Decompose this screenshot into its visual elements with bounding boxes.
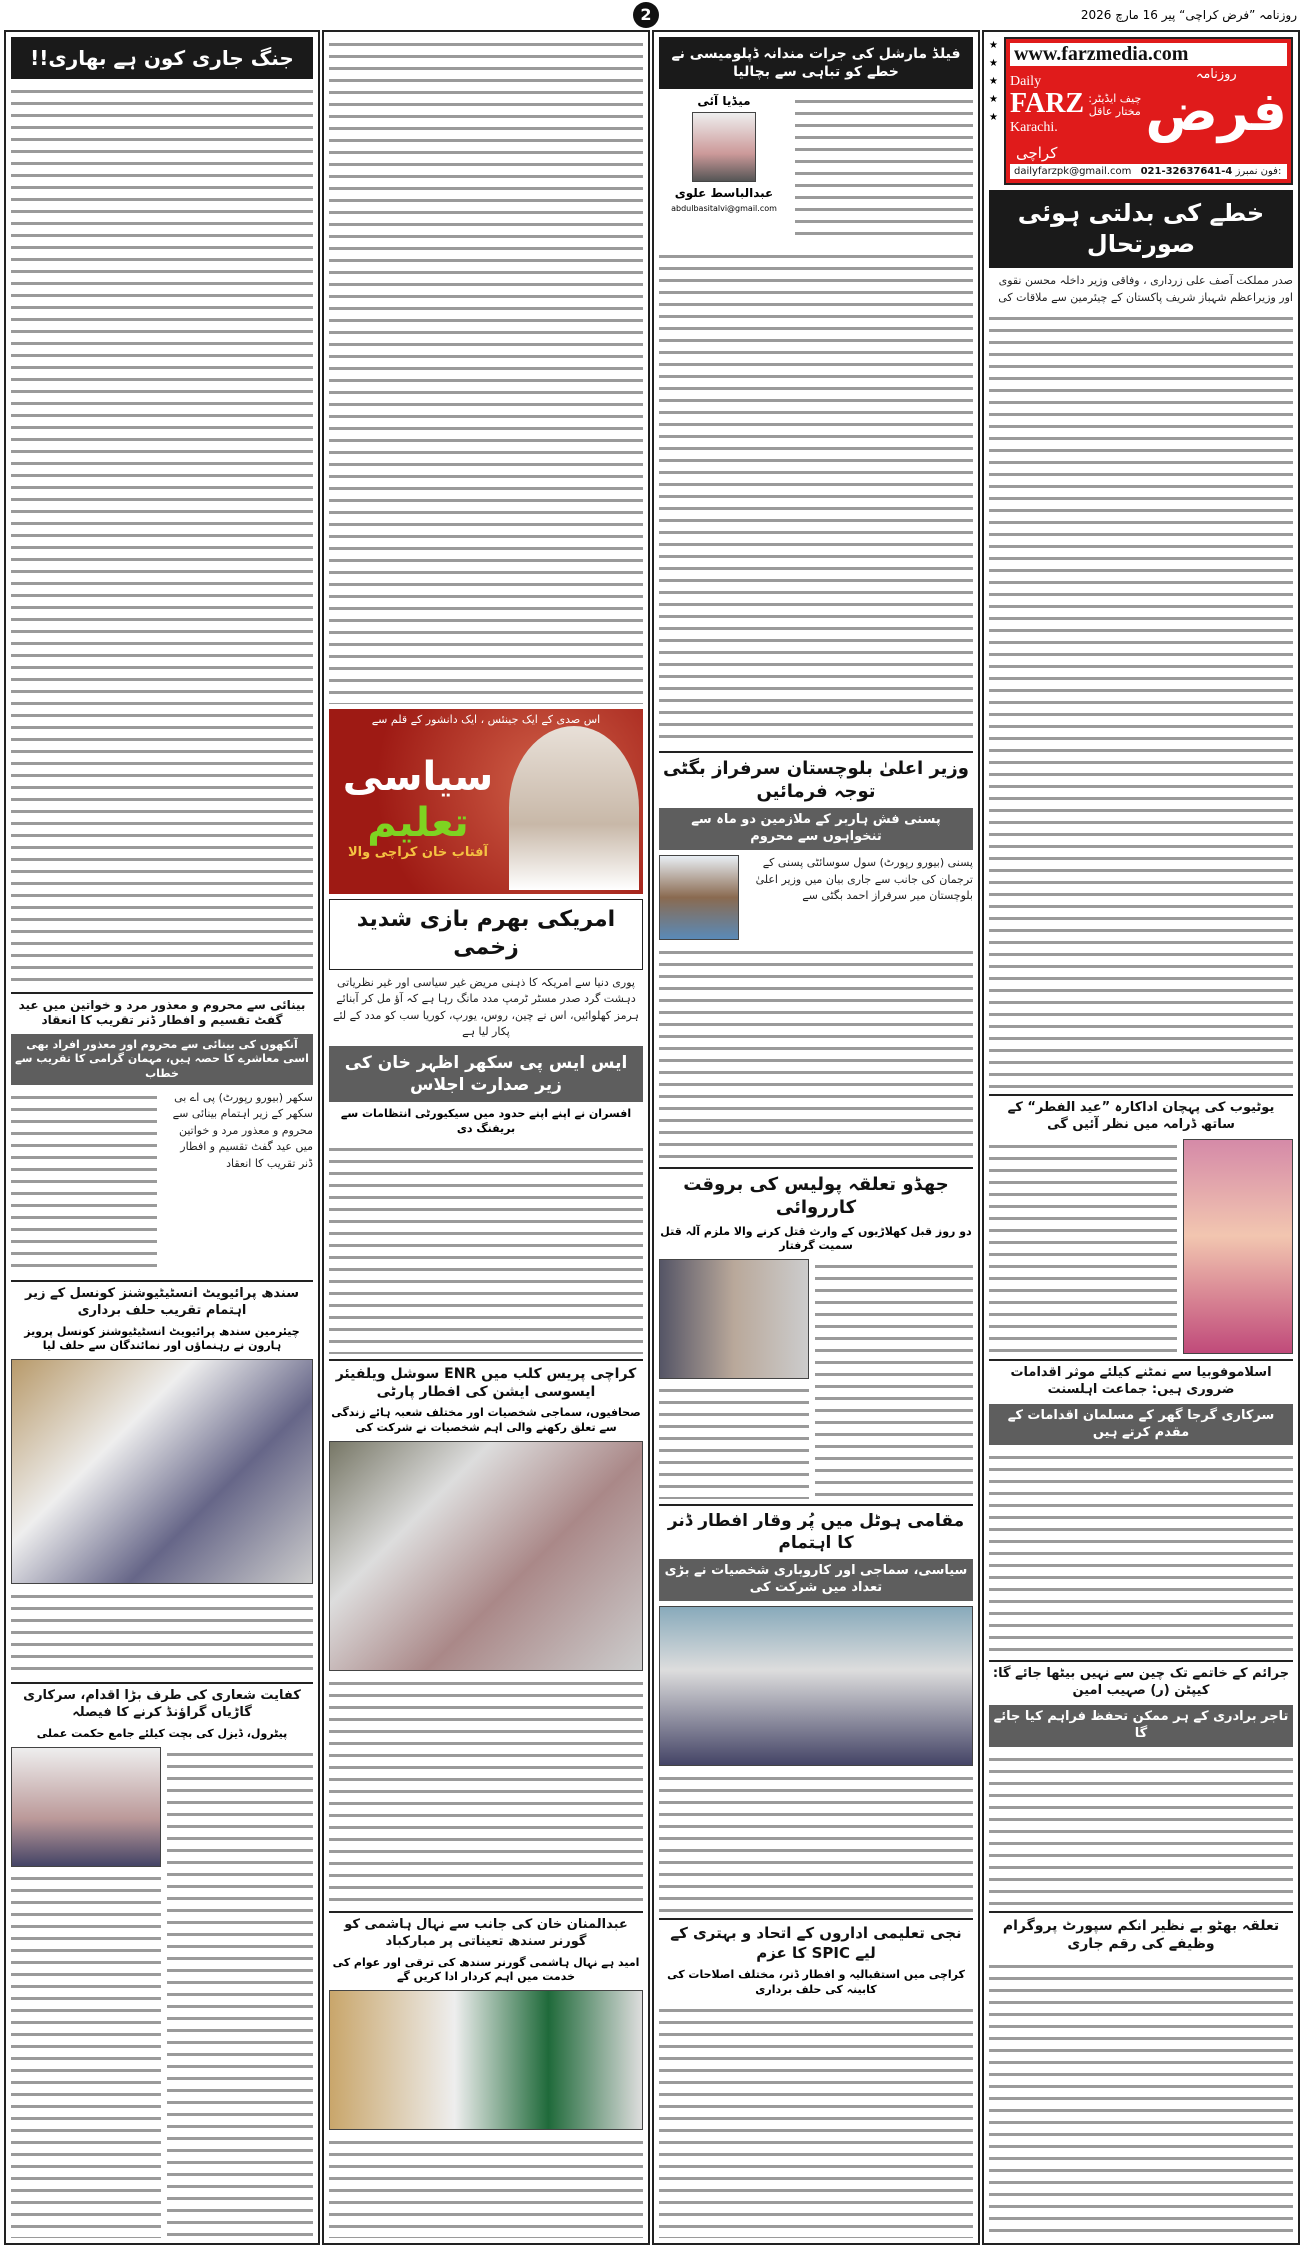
- nehal-hashmi-photo: [329, 1990, 643, 2130]
- story3-body: [329, 1676, 643, 1906]
- story4-body: [329, 2135, 643, 2238]
- phone: 021-32637641-4: [1140, 165, 1233, 177]
- headline-spic-oath: سندھ پرائیویٹ انسٹیٹیوشنز کونسل کے زیر اہتمام تقریب حلف برداری: [11, 1280, 313, 1320]
- column-body: [11, 84, 313, 987]
- website[interactable]: www.farzmedia.com: [1010, 43, 1287, 66]
- story2-body: [815, 1259, 973, 1499]
- email[interactable]: dailyfarzpk@gmail.com: [1013, 165, 1132, 177]
- column-title: فیلڈ مارشل کی جرات مندانہ ڈپلومیسی نے خطے کو تباہی سے بچالیا: [659, 37, 973, 89]
- story1-text: پوری دنیا سے امریکہ کا ذہنی مریض غیر سیاسی اور غیر نظریاتی دہشت گرد صدر مسٹر ٹرمپ مدد مانگ رہا ہے کہ آؤ مل کر آبنائے ہرمز کھلوائیں، اس نے چین، روس، یورپ، کوریا سب کو مدد کے لئے پکار لیا ہے: [333, 975, 639, 1039]
- official-photo: [11, 1747, 161, 1867]
- farz-logo-en: FARZ: [1009, 88, 1085, 120]
- dateline: روزنامہ ”فرض کراچی“ پیر 16 مارچ 2026: [1080, 8, 1297, 22]
- story2-body: [329, 1142, 643, 1354]
- headline-enr-iftar: کراچی پریس کلب میں ENR سوشل ویلفیئر ایسوسی ایشن کی افطار پارٹی: [329, 1359, 643, 1401]
- chief-editor-label: چیف ایڈیٹر:: [1088, 91, 1142, 105]
- editorial-lead: صدر مملکت آصف علی زرداری ، وفاقی وزیر داخلہ محسن نقوی اور وزیراعظم شہباز شریف پاکستان کے چیئرمین سے ملاقات کی: [998, 274, 1293, 304]
- subhead-austerity: پیٹرول، ڈیزل کی بچت کیلئے جامع حکمت عملی: [36, 1727, 288, 1741]
- stars-icon: ★ ★ ★ ★ ★: [989, 40, 998, 123]
- ad-title-1: سیاسی: [342, 754, 494, 801]
- headline-ssp-sukkur: ایس ایس پی سکھر اظہر خان کی زیر صدارت اجلاس: [329, 1046, 643, 1102]
- story1-body: [659, 945, 973, 1162]
- column-body: [795, 94, 973, 244]
- story4-body: [659, 2003, 973, 2238]
- story2-body: [11, 1589, 313, 1677]
- ad-author: آفتاب خان کراچی والا: [348, 845, 488, 861]
- headline-jhuddo: جھڈو تعلقہ پولیس کی بروقت کارروائی: [659, 1167, 973, 1220]
- subhead-blind-eid: آنکھوں کی بینائی سے محروم اور معذور افراد بھی اسی معاشرے کا حصہ ہیں، مہمان گرامی کا تقریب سے خطاب: [11, 1034, 313, 1085]
- ad-tagline: اس صدی کے ایک جینئس ، ایک دانشور کے قلم سے: [371, 712, 601, 726]
- roznama-label: روزنامہ: [1195, 67, 1237, 82]
- ad-siyasi-taleem[interactable]: [329, 709, 643, 894]
- left-column: [4, 30, 320, 2245]
- column-title-war: جنگ جاری کون ہے بھاری!!: [11, 37, 313, 79]
- author-photo: [692, 112, 756, 182]
- author-name: عبدالباسط علوی: [674, 186, 774, 201]
- author-email[interactable]: abdulbasitalvi@gmail.com: [671, 204, 777, 214]
- headline-balochistan: وزیر اعلیٰ بلوچستان سرفراز بگٹی توجہ فرمائیں: [659, 751, 973, 804]
- enr-photo-collage: [329, 1441, 643, 1671]
- ad-title-2: تعلیم: [367, 800, 469, 847]
- author-portrait: [509, 726, 639, 890]
- city-label: کراچی: [1015, 143, 1058, 162]
- subhead-nehal-hashmi: امید ہے نہال ہاشمی گورنر سندھ کی ترقی اور عوام کی خدمت میں اہم کردار ادا کریں گے: [332, 1955, 640, 1984]
- daily-label: Daily: [1009, 74, 1042, 90]
- story3-body-2: [11, 1871, 161, 2238]
- story1-lead: سکھر (بیورو رپورٹ) پی اے بی سکھر کے زیر اہتمام بینائی سے محروم و معذور مرد و خواتین میں عید گفٹ تقسیم و افطار ڈنر تقریب کا انعقاد: [172, 1090, 313, 1170]
- headline-right-1: یوٹیوب کی پہچان اداکارہ ”عید الفطر“ کے ساتھ ڈرامہ میں نظر آئیں گی: [989, 1094, 1293, 1134]
- column-body-2: [659, 249, 973, 745]
- subhead-right-2: سرکاری گرجا گھر کے مسلمان اقدامات کے مقدم کرتے ہیں: [989, 1404, 1293, 1446]
- media-eye-label: میڈیا آئی: [697, 94, 751, 109]
- story4-body: [989, 1959, 1293, 2238]
- mid-left-column: [322, 30, 650, 2245]
- story1-body: [11, 1090, 157, 1275]
- subhead-iftar-hotel: سیاسی، سماجی اور کاروباری شخصیات نے بڑی تعداد میں شرکت کی: [659, 1559, 973, 1601]
- phone-label: فون نمبرز:: [1235, 165, 1282, 177]
- story2-body-2: [659, 1383, 809, 1499]
- editor-name: مختار عاقل: [1088, 104, 1141, 118]
- subhead-jhuddo: دو روز قبل کھلاڑیوں کے وارث قتل کرنے والا ملزم آلہ قتل سمیت گرفتار: [660, 1224, 972, 1253]
- person-photo: [659, 855, 739, 940]
- headline-nehal-hashmi: عبدالمنان خان کی جانب سے نہال ہاشمی کو گورنر سندھ تعیناتی پر مبارکباد: [329, 1911, 643, 1951]
- subhead-spic: کراچی میں استقبالیہ و افطار ڈنر، مختلف اصلاحات کی کابینہ کی حلف برداری: [667, 1968, 965, 1996]
- headline-spic: نجی تعلیمی اداروں کے اتحاد و بہتری کے لیے SPIC کا عزم: [659, 1918, 973, 1963]
- headline-american-bluff: امریکی بھرم بازی شدید زخمی: [329, 899, 643, 970]
- oath-photo-collage: [11, 1359, 313, 1584]
- karachi-label: Karachi.: [1009, 120, 1058, 136]
- headline-austerity: کفایت شعاری کی طرف بڑا اقدام، سرکاری گاڑیاں گراؤنڈ کرنے کا فیصلہ: [11, 1682, 313, 1722]
- story3-body: [989, 1752, 1293, 1907]
- story3-body: [167, 1747, 313, 2238]
- headline-blind-eid: بینائی سے محروم و معذور مرد و خواتین میں عید گفٹ تقسیم و افطار ڈنر تقریب کا انعقاد: [11, 992, 313, 1029]
- masthead: [1004, 37, 1293, 185]
- actress-photo: [1183, 1139, 1293, 1354]
- headline-right-4: تعلقہ بھٹو بے نظیر انکم سپورٹ پروگرام وظیفے کی رقم جاری: [989, 1911, 1293, 1953]
- subhead-spic-oath: چیئرمین سندھ پرائیویٹ انسٹیٹیوشنز کونسل پرویز ہارون نے رہنماؤں اور نمائندگان سے حلف لیا: [24, 1324, 300, 1353]
- editorial-body: [989, 311, 1293, 1089]
- mid-right-column: [652, 30, 980, 2245]
- subhead-pasni: پسنی فش ہاربر کے ملازمین دو ماہ سے تنخواہوں سے محروم: [659, 808, 973, 850]
- iftar-photo: [659, 1606, 973, 1766]
- subhead-ssp-sukkur: افسران نے اپنے اپنے حدود میں سیکیورٹی انتظامات سے بریفنگ دی: [340, 1107, 632, 1135]
- farz-logo: فرض: [1145, 80, 1287, 144]
- subhead-right-3: تاجر برادری کے ہر ممکن تحفظ فراہم کیا جائے گا: [989, 1705, 1293, 1747]
- page-number: 2: [633, 2, 659, 28]
- police-photo: [659, 1259, 809, 1379]
- column-body-continued: [329, 37, 643, 704]
- subhead-enr-iftar: صحافیوں، سماجی شخصیات اور مختلف شعبہ ہائے زندگی سے تعلق رکھنے والی اہم شخصیات نے شرکت کی: [331, 1406, 641, 1434]
- right-column: [982, 30, 1300, 2245]
- story1-body: [989, 1139, 1177, 1354]
- story2-body: [989, 1450, 1293, 1655]
- editorial-title: خطے کی بدلتی ہوئی صورتحال: [989, 190, 1293, 268]
- headline-right-3: جرائم کے خاتمے تک چین سے نہیں بیٹھا جائے گا: کیپٹن (ر) صہیب امین: [989, 1660, 1293, 1700]
- story-lead: پسنی (بیورو رپورٹ) سول سوسائٹی پسنی کے ترجمان کی جانب سے جاری بیان میں وزیر اعلیٰ بلوچستان میر سرفراز احمد بگٹی سے: [755, 856, 973, 903]
- story3-body: [659, 1771, 973, 1913]
- headline-iftar-hotel: مقامی ہوٹل میں پُر وقار افطار ڈنر کا اہتمام: [659, 1504, 973, 1554]
- headline-right-2: اسلاموفوبیا سے نمٹنے کیلئے موثر اقدامات ضروری ہیں: جماعت اہلسنت: [989, 1359, 1293, 1399]
